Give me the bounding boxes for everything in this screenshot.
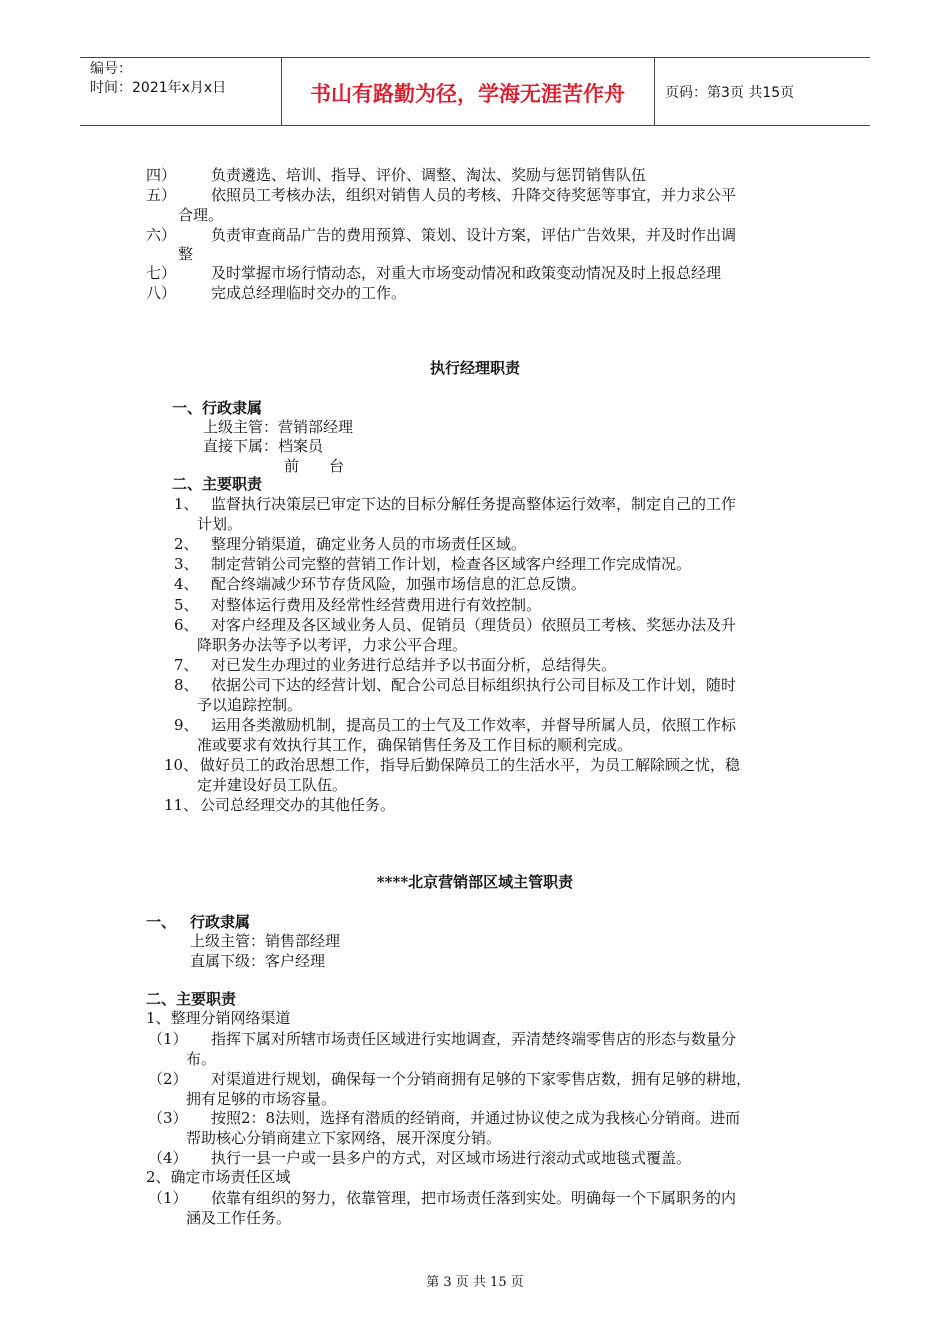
list-item-number: 8、 (174, 676, 199, 694)
subsection-heading: 2、确定市场责任区域 (146, 1168, 291, 1186)
list-item-text: 依据公司下达的经营计划、配合公司总目标组织执行公司目标及工作计划，随时 (211, 676, 737, 694)
list-item-number: 3、 (174, 555, 199, 573)
list-item-text: 依靠有组织的努力，依靠管理，把市场责任落到实处。明确每一个下属职务的内 (211, 1189, 737, 1207)
superior-line: 上级主管：营销部经理 (203, 418, 354, 436)
header-motto: 书山有路勤为径，学海无涯苦作舟 (310, 82, 625, 106)
list-item-text: 对渠道进行规划，确保每一个分销商拥有足够的下家零售店数，拥有足够的耕地， (211, 1070, 752, 1088)
list-item-number: 四） (146, 166, 177, 184)
list-item-text: 按照2：8法则，选择有潜质的经销商，并通过协议使之成为我核心分销商。进而 (211, 1109, 741, 1127)
list-item-text: 负责遴选、培训、指导、评价、调整、淘汰、奖励与惩罚销售队伍 (211, 166, 647, 184)
subsection-heading: 1、整理分销网络渠道 (146, 1009, 291, 1027)
header-page-info: 页码：第3页 共15页 (665, 85, 795, 101)
section-heading: 二、主要职责 (146, 990, 237, 1008)
subordinate-line: 直属下级：客户经理 (190, 952, 326, 970)
page-header (80, 57, 870, 126)
list-item-number: （1） (148, 1189, 188, 1207)
list-item-text: 涵及工作任务。 (186, 1209, 292, 1227)
list-item-text: 布。 (186, 1050, 217, 1068)
list-item-text: 配合终端减少环节存货风险，加强市场信息的汇总反馈。 (211, 575, 587, 593)
list-item-text: 制定营销公司完整的营销工作计划，检查各区域客户经理工作完成情况。 (211, 555, 692, 573)
header-meta (90, 60, 226, 98)
list-item-number: （4） (148, 1149, 188, 1167)
list-item-text: 拥有足够的市场容量。 (186, 1090, 337, 1108)
section-heading: 二、主要职责 (172, 475, 263, 493)
list-item-text: 准或要求有效执行其工作，确保销售任务及工作目标的顺利完成。 (197, 736, 633, 754)
list-item-number: 八） (146, 284, 177, 302)
document-number-label: 编号： (90, 61, 132, 77)
list-item-number: （1） (148, 1030, 188, 1048)
list-item-text: 对客户经理及各区域业务人员、促销员（理货员）依照员工考核、奖惩办法及升 (211, 616, 737, 634)
page-footer: 第 3 页 共 15 页 (426, 1275, 524, 1290)
list-item-text: 计划。 (197, 515, 243, 533)
list-item-text: 公司总经理交办的其他任务。 (200, 796, 396, 814)
list-item-number: 2、 (174, 535, 199, 553)
list-item-number: 5、 (174, 596, 199, 614)
list-item-text: 指挥下属对所辖市场责任区域进行实地调查，弄清楚终端零售店的形态与数量分 (211, 1030, 737, 1048)
list-item-text: 执行一县一户或一县多户的方式，对区域市场进行滚动式或地毯式覆盖。 (211, 1149, 692, 1167)
list-item-number: （3） (148, 1109, 188, 1127)
list-item-text: 完成总经理临时交办的工作。 (211, 284, 407, 302)
list-item-text: 及时掌握市场行情动态，对重大市场变动情况和政策变动情况及时上报总经理 (211, 264, 722, 282)
list-item-text: 予以追踪控制。 (197, 696, 303, 714)
list-item-text: 监督执行决策层已审定下达的目标分解任务提高整体运行效率，制定自己的工作 (211, 495, 737, 513)
header-divider (654, 58, 655, 125)
list-item-number: 七） (146, 264, 177, 282)
list-item-number: （2） (148, 1070, 188, 1088)
list-item-text: 帮助核心分销商建立下家网络，展开深度分销。 (186, 1129, 502, 1147)
list-item-number: 7、 (174, 656, 199, 674)
section-heading-number: 一、 (146, 913, 177, 931)
list-item-text: 运用各类激励机制，提高员工的士气及工作效率，并督导所属人员，依照工作标 (211, 716, 737, 734)
list-item-text: 做好员工的政治思想工作，指导后勤保障员工的生活水平，为员工解除顾之忧，稳 (200, 756, 741, 774)
list-item-text: 对整体运行费用及经常性经营费用进行有效控制。 (211, 596, 542, 614)
list-item-text: 降职务办法等予以考评，力求公平合理。 (197, 636, 468, 654)
list-item-number: 五） (146, 186, 177, 204)
list-item-number: 6、 (174, 616, 199, 634)
list-item-number: 9、 (174, 716, 199, 734)
document-date: 时间：2021年x月x日 (90, 80, 227, 96)
list-item-number: 1、 (174, 495, 199, 513)
section-title: ****北京营销部区域主管职责 (376, 873, 574, 891)
list-item-text: 整 (178, 245, 194, 263)
list-item-text: 对已发生办理过的业务进行总结并予以书面分析，总结得失。 (211, 656, 617, 674)
list-item-number: 10、 (164, 756, 199, 774)
list-item-text: 负责审查商品广告的费用预算、策划、设计方案，评估广告效果，并及时作出调 (211, 226, 737, 244)
list-item-number: 11、 (164, 796, 199, 814)
list-item-number: 六） (146, 226, 177, 244)
superior-line: 上级主管：销售部经理 (190, 932, 341, 950)
subordinate-line: 前 台 (284, 457, 345, 475)
list-item-text: 依照员工考核办法，组织对销售人员的考核、升降交待奖惩等事宜，并力求公平 (211, 186, 737, 204)
list-item-text: 定并建设好员工队伍。 (197, 776, 348, 794)
list-item-number: 4、 (174, 575, 199, 593)
section-heading: 行政隶属 (190, 913, 251, 931)
subordinate-line: 直接下属：档案员 (203, 437, 324, 455)
list-item-text: 合理。 (178, 206, 224, 224)
list-item-text: 整理分销渠道，确定业务人员的市场责任区域。 (211, 535, 527, 553)
section-title: 执行经理职责 (429, 359, 520, 377)
section-heading: 一、行政隶属 (172, 399, 263, 417)
